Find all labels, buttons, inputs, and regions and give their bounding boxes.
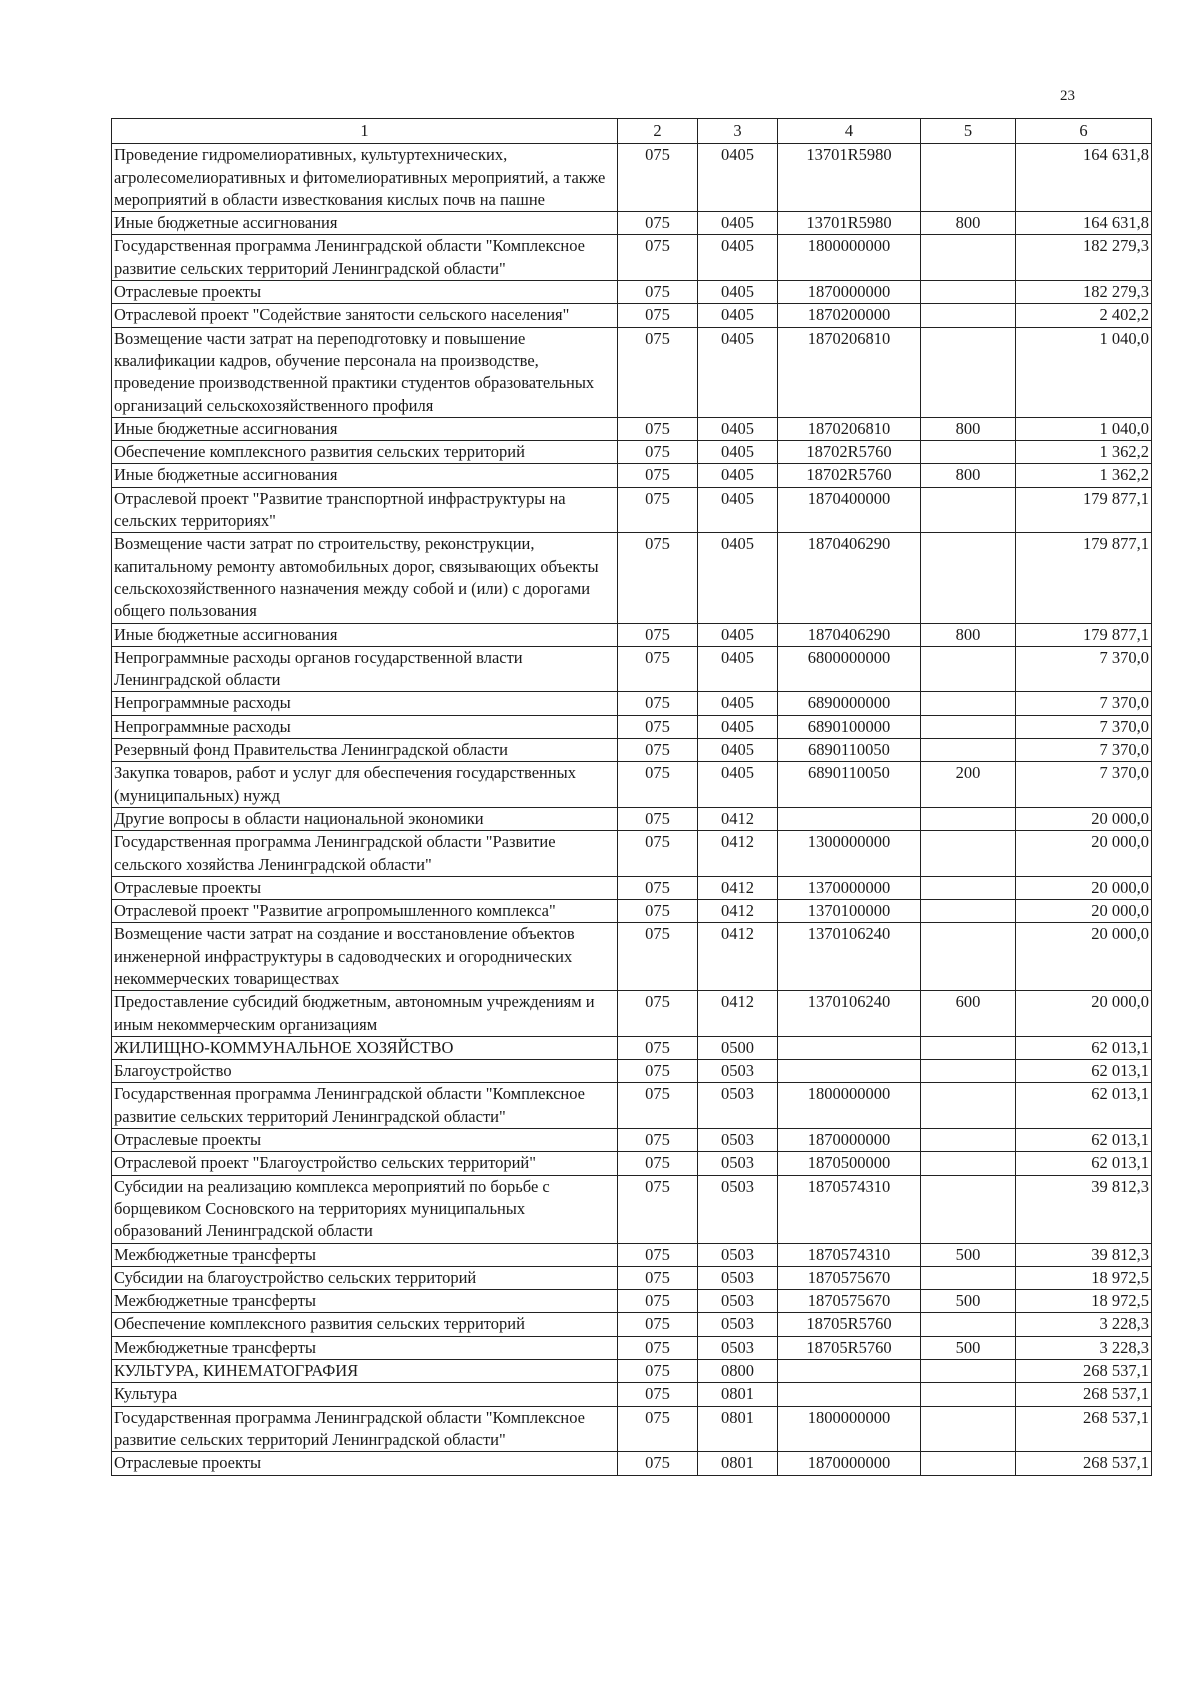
row-name-cell: Иные бюджетные ассигнования <box>112 212 618 235</box>
table-row <box>112 281 1152 304</box>
row-expense-type-cell <box>921 327 1016 417</box>
table-row <box>112 304 1152 327</box>
row-amount-cell: 62 013,1 <box>1016 1060 1152 1083</box>
table-row <box>112 646 1152 692</box>
row-name-cell: Отраслевые проекты <box>112 281 618 304</box>
row-subsection-cell: 0503 <box>698 1266 778 1289</box>
row-expense-type-cell <box>921 235 1016 281</box>
row-subsection-cell: 0503 <box>698 1175 778 1243</box>
row-target-article-cell: 1800000000 <box>778 1406 921 1452</box>
row-subsection-cell: 0500 <box>698 1036 778 1059</box>
row-ministry-cell: 075 <box>618 1083 698 1129</box>
row-amount-cell: 179 877,1 <box>1016 487 1152 533</box>
row-ministry-cell: 075 <box>618 1060 698 1083</box>
row-ministry-cell: 075 <box>618 1243 698 1266</box>
row-ministry-cell: 075 <box>618 692 698 715</box>
row-target-article-cell: 1870574310 <box>778 1243 921 1266</box>
row-amount-cell: 268 537,1 <box>1016 1406 1152 1452</box>
table-row <box>112 1383 1152 1406</box>
row-expense-type-cell: 800 <box>921 417 1016 440</box>
row-subsection-cell: 0405 <box>698 533 778 623</box>
row-name-cell: Отраслевые проекты <box>112 1129 618 1152</box>
table-row <box>112 1266 1152 1289</box>
row-name-cell: Государственная программа Ленинградской области "Развитие сельского хозяйства Ленинградской области" <box>112 831 618 877</box>
row-target-article-cell: 1870200000 <box>778 304 921 327</box>
header-cell-target-article: 4 <box>778 119 921 144</box>
row-amount-cell: 20 000,0 <box>1016 876 1152 899</box>
row-expense-type-cell <box>921 1383 1016 1406</box>
row-subsection-cell: 0412 <box>698 923 778 991</box>
header-cell-amount: 6 <box>1016 119 1152 144</box>
row-ministry-cell: 075 <box>618 533 698 623</box>
row-amount-cell: 20 000,0 <box>1016 923 1152 991</box>
row-ministry-cell: 075 <box>618 831 698 877</box>
row-name-cell: Государственная программа Ленинградской области "Комплексное развитие сельских территорий Ленинградской области" <box>112 1083 618 1129</box>
table-row <box>112 464 1152 487</box>
row-amount-cell: 62 013,1 <box>1016 1083 1152 1129</box>
row-subsection-cell: 0412 <box>698 807 778 830</box>
row-ministry-cell: 075 <box>618 1036 698 1059</box>
row-name-cell: Отраслевой проект "Развитие агропромышленного комплекса" <box>112 900 618 923</box>
row-subsection-cell: 0503 <box>698 1129 778 1152</box>
header-cell-expense-type: 5 <box>921 119 1016 144</box>
row-subsection-cell: 0503 <box>698 1243 778 1266</box>
table-row <box>112 715 1152 738</box>
row-name-cell: Государственная программа Ленинградской области "Комплексное развитие сельских территорий Ленинградской области" <box>112 1406 618 1452</box>
table-row <box>112 235 1152 281</box>
row-name-cell: Отраслевой проект "Развитие транспортной инфраструктуры на сельских территориях" <box>112 487 618 533</box>
row-expense-type-cell: 600 <box>921 991 1016 1037</box>
row-amount-cell: 1 362,2 <box>1016 464 1152 487</box>
row-expense-type-cell: 800 <box>921 464 1016 487</box>
row-ministry-cell: 075 <box>618 1383 698 1406</box>
row-name-cell: КУЛЬТУРА, КИНЕМАТОГРАФИЯ <box>112 1360 618 1383</box>
row-expense-type-cell <box>921 304 1016 327</box>
table-row <box>112 1152 1152 1175</box>
row-ministry-cell: 075 <box>618 1152 698 1175</box>
row-name-cell: Иные бюджетные ассигнования <box>112 417 618 440</box>
row-amount-cell: 268 537,1 <box>1016 1452 1152 1475</box>
row-subsection-cell: 0801 <box>698 1452 778 1475</box>
row-name-cell: Непрограммные расходы <box>112 692 618 715</box>
row-ministry-cell: 075 <box>618 212 698 235</box>
row-target-article-cell: 1800000000 <box>778 1083 921 1129</box>
row-target-article-cell: 1870000000 <box>778 1452 921 1475</box>
row-ministry-cell: 075 <box>618 235 698 281</box>
row-subsection-cell: 0405 <box>698 715 778 738</box>
row-expense-type-cell <box>921 807 1016 830</box>
row-name-cell: ЖИЛИЩНО-КОММУНАЛЬНОЕ ХОЗЯЙСТВО <box>112 1036 618 1059</box>
row-name-cell: Благоустройство <box>112 1060 618 1083</box>
row-name-cell: Резервный фонд Правительства Ленинградской области <box>112 739 618 762</box>
row-name-cell: Возмещение части затрат на переподготовку и повышение квалификации кадров, обучение персонала на производстве, проведение производственной практики студентов образовательных организаций сельскохозяйственного профиля <box>112 327 618 417</box>
row-target-article-cell: 1300000000 <box>778 831 921 877</box>
row-amount-cell: 20 000,0 <box>1016 831 1152 877</box>
row-target-article-cell: 1870400000 <box>778 487 921 533</box>
row-amount-cell: 62 013,1 <box>1016 1129 1152 1152</box>
row-amount-cell: 18 972,5 <box>1016 1290 1152 1313</box>
row-expense-type-cell: 800 <box>921 212 1016 235</box>
row-target-article-cell: 18705R5760 <box>778 1336 921 1359</box>
header-cell-section: 1 <box>112 119 618 144</box>
row-expense-type-cell <box>921 1083 1016 1129</box>
row-name-cell: Предоставление субсидий бюджетным, автономным учреждениям и иным некоммерческим организациям <box>112 991 618 1037</box>
row-name-cell: Межбюджетные трансферты <box>112 1336 618 1359</box>
row-expense-type-cell <box>921 1406 1016 1452</box>
row-ministry-cell: 075 <box>618 991 698 1037</box>
row-expense-type-cell <box>921 715 1016 738</box>
row-ministry-cell: 075 <box>618 1129 698 1152</box>
row-expense-type-cell <box>921 692 1016 715</box>
row-target-article-cell: 1800000000 <box>778 235 921 281</box>
row-name-cell: Непрограммные расходы <box>112 715 618 738</box>
row-name-cell: Закупка товаров, работ и услуг для обеспечения государственных (муниципальных) нужд <box>112 762 618 808</box>
row-ministry-cell: 075 <box>618 464 698 487</box>
row-subsection-cell: 0405 <box>698 281 778 304</box>
row-target-article-cell: 1870406290 <box>778 533 921 623</box>
row-subsection-cell: 0801 <box>698 1406 778 1452</box>
row-expense-type-cell: 500 <box>921 1336 1016 1359</box>
row-name-cell: Субсидии на реализацию комплекса мероприятий по борьбе с борщевиком Сосновского на территориях муниципальных образований Ленинградской области <box>112 1175 618 1243</box>
row-target-article-cell <box>778 807 921 830</box>
row-ministry-cell: 075 <box>618 762 698 808</box>
row-subsection-cell: 0412 <box>698 900 778 923</box>
row-subsection-cell: 0405 <box>698 235 778 281</box>
row-amount-cell: 182 279,3 <box>1016 281 1152 304</box>
row-subsection-cell: 0503 <box>698 1060 778 1083</box>
row-name-cell: Возмещение части затрат на создание и восстановление объектов инженерной инфраструктуры в садоводческих и огороднических некоммерческих товариществах <box>112 923 618 991</box>
row-amount-cell: 164 631,8 <box>1016 212 1152 235</box>
row-ministry-cell: 075 <box>618 304 698 327</box>
row-subsection-cell: 0405 <box>698 739 778 762</box>
row-target-article-cell: 6890110050 <box>778 739 921 762</box>
row-amount-cell: 39 812,3 <box>1016 1175 1152 1243</box>
row-subsection-cell: 0405 <box>698 692 778 715</box>
row-subsection-cell: 0405 <box>698 417 778 440</box>
table-row <box>112 1452 1152 1475</box>
row-subsection-cell: 0405 <box>698 623 778 646</box>
row-subsection-cell: 0405 <box>698 762 778 808</box>
row-amount-cell: 1 362,2 <box>1016 441 1152 464</box>
row-name-cell: Иные бюджетные ассигнования <box>112 623 618 646</box>
row-subsection-cell: 0503 <box>698 1152 778 1175</box>
row-target-article-cell: 1870575670 <box>778 1266 921 1289</box>
row-expense-type-cell <box>921 831 1016 877</box>
row-amount-cell: 18 972,5 <box>1016 1266 1152 1289</box>
row-subsection-cell: 0405 <box>698 304 778 327</box>
row-subsection-cell: 0405 <box>698 646 778 692</box>
row-ministry-cell: 075 <box>618 1406 698 1452</box>
row-target-article-cell: 1870406290 <box>778 623 921 646</box>
table-row <box>112 900 1152 923</box>
table-row <box>112 991 1152 1037</box>
table-row <box>112 623 1152 646</box>
row-name-cell: Отраслевые проекты <box>112 1452 618 1475</box>
row-target-article-cell: 18702R5760 <box>778 441 921 464</box>
row-expense-type-cell <box>921 1175 1016 1243</box>
page-number: 23 <box>1060 88 1075 104</box>
row-expense-type-cell <box>921 1266 1016 1289</box>
table-row <box>112 739 1152 762</box>
row-subsection-cell: 0405 <box>698 441 778 464</box>
row-target-article-cell: 6800000000 <box>778 646 921 692</box>
row-expense-type-cell <box>921 1060 1016 1083</box>
row-expense-type-cell <box>921 876 1016 899</box>
row-ministry-cell: 075 <box>618 1266 698 1289</box>
row-ministry-cell: 075 <box>618 1452 698 1475</box>
row-target-article-cell: 13701R5980 <box>778 144 921 212</box>
row-expense-type-cell: 500 <box>921 1243 1016 1266</box>
row-ministry-cell: 075 <box>618 739 698 762</box>
row-ministry-cell: 075 <box>618 281 698 304</box>
header-cell-subsection: 3 <box>698 119 778 144</box>
row-target-article-cell <box>778 1383 921 1406</box>
row-expense-type-cell <box>921 487 1016 533</box>
row-amount-cell: 39 812,3 <box>1016 1243 1152 1266</box>
table-row <box>112 1336 1152 1359</box>
row-name-cell: Проведение гидромелиоративных, культуртехнических, агролесомелиоративных и фитомелиоративных мероприятий, а также мероприятий в области известкования кислых почв на пашне <box>112 144 618 212</box>
row-amount-cell: 7 370,0 <box>1016 715 1152 738</box>
row-ministry-cell: 075 <box>618 807 698 830</box>
row-expense-type-cell: 500 <box>921 1290 1016 1313</box>
row-name-cell: Другие вопросы в области национальной экономики <box>112 807 618 830</box>
row-name-cell: Обеспечение комплексного развития сельских территорий <box>112 1313 618 1336</box>
row-subsection-cell: 0405 <box>698 487 778 533</box>
row-target-article-cell: 13701R5980 <box>778 212 921 235</box>
row-expense-type-cell: 800 <box>921 623 1016 646</box>
table-row <box>112 212 1152 235</box>
row-target-article-cell <box>778 1060 921 1083</box>
row-subsection-cell: 0412 <box>698 831 778 877</box>
row-amount-cell: 1 040,0 <box>1016 327 1152 417</box>
row-expense-type-cell <box>921 1036 1016 1059</box>
table-row <box>112 692 1152 715</box>
row-target-article-cell: 1370106240 <box>778 923 921 991</box>
row-name-cell: Субсидии на благоустройство сельских территорий <box>112 1266 618 1289</box>
row-amount-cell: 3 228,3 <box>1016 1313 1152 1336</box>
table-row <box>112 327 1152 417</box>
row-target-article-cell: 6890110050 <box>778 762 921 808</box>
row-name-cell: Возмещение части затрат по строительству, реконструкции, капитальному ремонту автомобильных дорог, связывающих объекты сельскохозяйственного назначения между собой и (или) с дорогами общего пользования <box>112 533 618 623</box>
row-name-cell: Межбюджетные трансферты <box>112 1290 618 1313</box>
row-ministry-cell: 075 <box>618 327 698 417</box>
row-subsection-cell: 0503 <box>698 1083 778 1129</box>
table-row <box>112 923 1152 991</box>
row-ministry-cell: 075 <box>618 646 698 692</box>
row-ministry-cell: 075 <box>618 144 698 212</box>
row-name-cell: Иные бюджетные ассигнования <box>112 464 618 487</box>
table-row <box>112 831 1152 877</box>
row-expense-type-cell <box>921 533 1016 623</box>
row-target-article-cell: 1870206810 <box>778 327 921 417</box>
row-target-article-cell: 1870000000 <box>778 281 921 304</box>
row-name-cell: Непрограммные расходы органов государственной власти Ленинградской области <box>112 646 618 692</box>
table-header-row <box>112 119 1152 144</box>
table-row <box>112 762 1152 808</box>
row-name-cell: Межбюджетные трансферты <box>112 1243 618 1266</box>
row-target-article-cell: 18702R5760 <box>778 464 921 487</box>
row-ministry-cell: 075 <box>618 1313 698 1336</box>
row-subsection-cell: 0405 <box>698 464 778 487</box>
table-row <box>112 1360 1152 1383</box>
table-row <box>112 1129 1152 1152</box>
row-name-cell: Обеспечение комплексного развития сельских территорий <box>112 441 618 464</box>
row-amount-cell: 268 537,1 <box>1016 1383 1152 1406</box>
table-row <box>112 1290 1152 1313</box>
row-target-article-cell: 1870000000 <box>778 1129 921 1152</box>
row-name-cell: Государственная программа Ленинградской области "Комплексное развитие сельских территорий Ленинградской области" <box>112 235 618 281</box>
row-ministry-cell: 075 <box>618 923 698 991</box>
table-row <box>112 1243 1152 1266</box>
table-row <box>112 1060 1152 1083</box>
row-target-article-cell: 1870574310 <box>778 1175 921 1243</box>
row-expense-type-cell <box>921 900 1016 923</box>
row-amount-cell: 20 000,0 <box>1016 900 1152 923</box>
row-ministry-cell: 075 <box>618 1290 698 1313</box>
row-ministry-cell: 075 <box>618 1175 698 1243</box>
row-target-article-cell: 1370000000 <box>778 876 921 899</box>
row-target-article-cell: 1370106240 <box>778 991 921 1037</box>
row-target-article-cell <box>778 1360 921 1383</box>
row-target-article-cell: 1870206810 <box>778 417 921 440</box>
row-name-cell: Культура <box>112 1383 618 1406</box>
row-amount-cell: 1 040,0 <box>1016 417 1152 440</box>
row-ministry-cell: 075 <box>618 417 698 440</box>
row-expense-type-cell <box>921 1452 1016 1475</box>
row-expense-type-cell <box>921 1360 1016 1383</box>
row-subsection-cell: 0412 <box>698 876 778 899</box>
row-expense-type-cell <box>921 281 1016 304</box>
row-name-cell: Отраслевой проект "Содействие занятости сельского населения" <box>112 304 618 327</box>
row-ministry-cell: 075 <box>618 876 698 899</box>
row-amount-cell: 179 877,1 <box>1016 623 1152 646</box>
budget-table <box>111 118 1152 1476</box>
row-expense-type-cell: 200 <box>921 762 1016 808</box>
row-amount-cell: 7 370,0 <box>1016 739 1152 762</box>
row-expense-type-cell <box>921 1313 1016 1336</box>
row-expense-type-cell <box>921 144 1016 212</box>
row-ministry-cell: 075 <box>618 441 698 464</box>
row-subsection-cell: 0412 <box>698 991 778 1037</box>
row-amount-cell: 3 228,3 <box>1016 1336 1152 1359</box>
row-amount-cell: 179 877,1 <box>1016 533 1152 623</box>
table-row <box>112 1406 1152 1452</box>
row-target-article-cell: 18705R5760 <box>778 1313 921 1336</box>
row-target-article-cell <box>778 1036 921 1059</box>
row-target-article-cell: 1370100000 <box>778 900 921 923</box>
table-row <box>112 417 1152 440</box>
table-row <box>112 1313 1152 1336</box>
table-row <box>112 876 1152 899</box>
table-row <box>112 144 1152 212</box>
row-ministry-cell: 075 <box>618 1336 698 1359</box>
row-subsection-cell: 0801 <box>698 1383 778 1406</box>
row-expense-type-cell <box>921 646 1016 692</box>
row-amount-cell: 7 370,0 <box>1016 646 1152 692</box>
row-target-article-cell: 1870575670 <box>778 1290 921 1313</box>
table-row <box>112 441 1152 464</box>
row-expense-type-cell <box>921 739 1016 762</box>
table-body <box>112 144 1152 1475</box>
table-row <box>112 487 1152 533</box>
table-row <box>112 1175 1152 1243</box>
row-amount-cell: 62 013,1 <box>1016 1152 1152 1175</box>
table-row <box>112 807 1152 830</box>
row-expense-type-cell <box>921 1129 1016 1152</box>
row-target-article-cell: 6890100000 <box>778 715 921 738</box>
row-amount-cell: 164 631,8 <box>1016 144 1152 212</box>
row-ministry-cell: 075 <box>618 487 698 533</box>
row-name-cell: Отраслевые проекты <box>112 876 618 899</box>
row-subsection-cell: 0503 <box>698 1313 778 1336</box>
row-amount-cell: 182 279,3 <box>1016 235 1152 281</box>
row-subsection-cell: 0405 <box>698 212 778 235</box>
row-subsection-cell: 0503 <box>698 1336 778 1359</box>
row-expense-type-cell <box>921 923 1016 991</box>
row-amount-cell: 20 000,0 <box>1016 991 1152 1037</box>
row-subsection-cell: 0800 <box>698 1360 778 1383</box>
row-ministry-cell: 075 <box>618 1360 698 1383</box>
table-row <box>112 533 1152 623</box>
row-amount-cell: 20 000,0 <box>1016 807 1152 830</box>
row-ministry-cell: 075 <box>618 900 698 923</box>
row-subsection-cell: 0405 <box>698 327 778 417</box>
row-expense-type-cell <box>921 1152 1016 1175</box>
row-amount-cell: 7 370,0 <box>1016 692 1152 715</box>
row-amount-cell: 268 537,1 <box>1016 1360 1152 1383</box>
row-target-article-cell: 1870500000 <box>778 1152 921 1175</box>
row-ministry-cell: 075 <box>618 715 698 738</box>
row-amount-cell: 2 402,2 <box>1016 304 1152 327</box>
row-expense-type-cell <box>921 441 1016 464</box>
row-target-article-cell: 6890000000 <box>778 692 921 715</box>
row-subsection-cell: 0503 <box>698 1290 778 1313</box>
table-row <box>112 1083 1152 1129</box>
row-subsection-cell: 0405 <box>698 144 778 212</box>
header-cell-ministry: 2 <box>618 119 698 144</box>
row-amount-cell: 62 013,1 <box>1016 1036 1152 1059</box>
row-name-cell: Отраслевой проект "Благоустройство сельских территорий" <box>112 1152 618 1175</box>
row-amount-cell: 7 370,0 <box>1016 762 1152 808</box>
row-ministry-cell: 075 <box>618 623 698 646</box>
table-row <box>112 1036 1152 1059</box>
